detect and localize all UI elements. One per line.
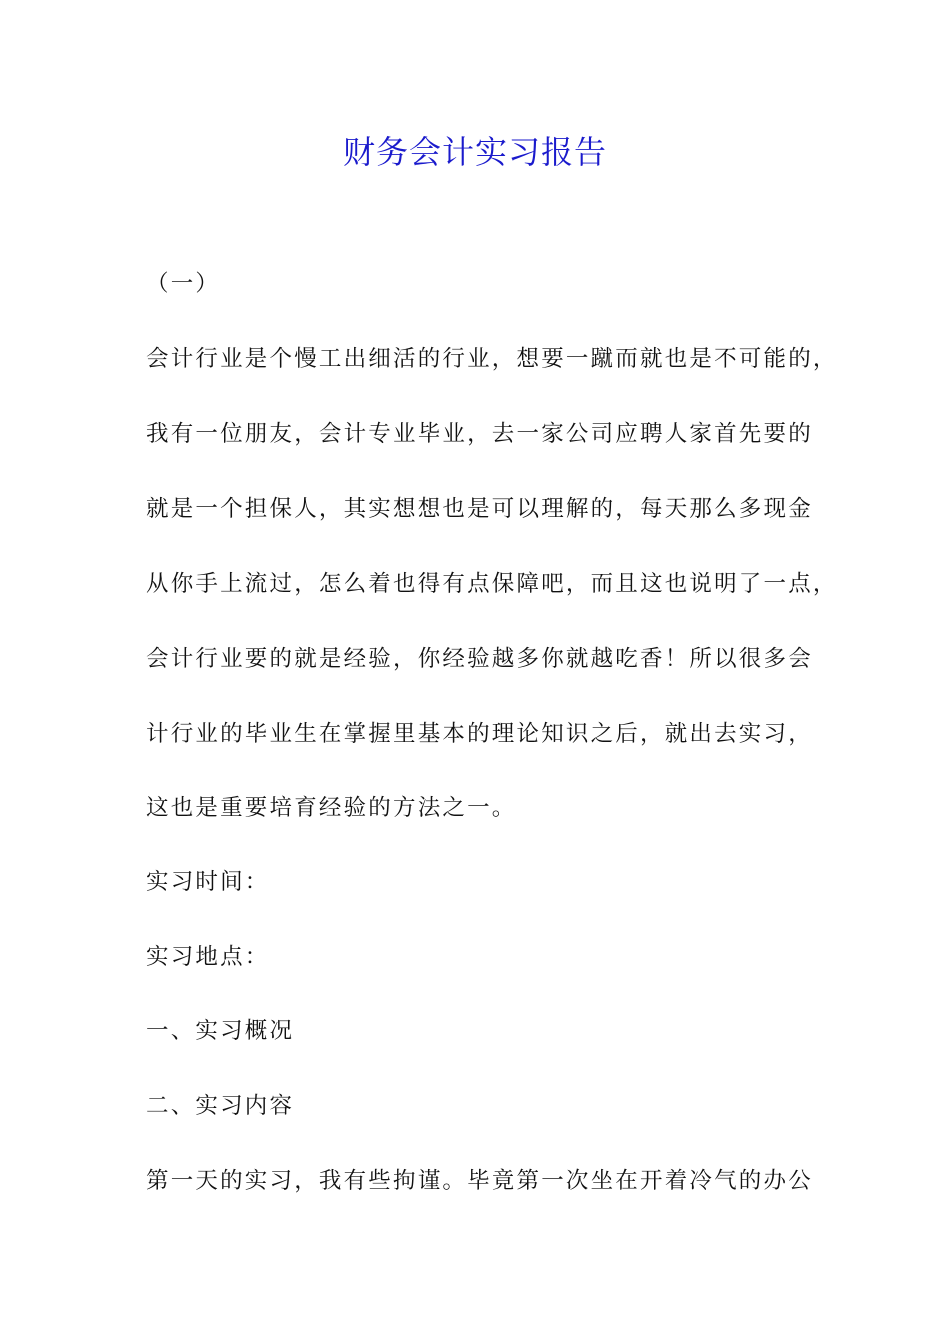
paragraph-line: 我有一位朋友，会计专业毕业，去一家公司应聘人家首先要的	[146, 421, 813, 447]
paragraph-line: 会计行业是个慢工出细活的行业，想要一蹴而就也是不可能的，	[146, 346, 838, 372]
section-heading-content: 二、实习内容	[146, 1093, 295, 1119]
paragraph-line: 会计行业要的就是经验，你经验越多你就越吃香！所以很多会	[146, 646, 813, 672]
section-marker: （一）	[146, 271, 221, 297]
paragraph-line: 就是一个担保人，其实想想也是可以理解的，每天那么多现金	[146, 496, 813, 522]
section-heading-overview: 一、实习概况	[146, 1018, 295, 1044]
internship-location-label: 实习地点：	[146, 944, 270, 970]
paragraph-line: 从你手上流过，怎么着也得有点保障吧，而且这也说明了一点，	[146, 571, 838, 597]
paragraph-line: 这也是重要培育经验的方法之一。	[146, 795, 517, 821]
paragraph-line: 计行业的毕业生在掌握里基本的理论知识之后，就出去实习，	[146, 721, 813, 747]
document-title: 财务会计实习报告	[342, 133, 607, 171]
internship-time-label: 实习时间：	[146, 869, 270, 895]
paragraph-line: 第一天的实习，我有些拘谨。毕竟第一次坐在开着冷气的办公	[146, 1168, 813, 1194]
